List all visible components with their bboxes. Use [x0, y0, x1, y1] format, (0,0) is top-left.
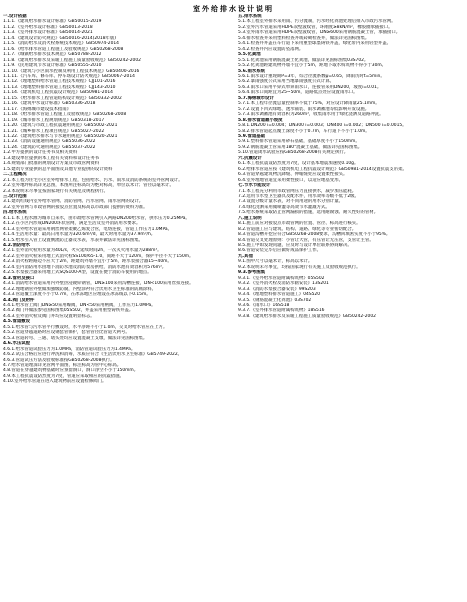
- text-line: 1.1.7.《城镇给水排水技术规范》GB50788-2012: [3, 52, 102, 58]
- text-line: 5.6.1.雨水设计重现期P=3年，综合径流系数ψ=0.65，降雨历时t=5min。: [238, 73, 385, 79]
- text-line: 1.1.16.《建筑中水设计标准》GB50336-2018: [3, 101, 96, 107]
- text-line: 6.4.室外埋地管道宜采用柔性接口，以适应地基变形。: [238, 177, 343, 183]
- text-line: 1.1.17.《海绵城市建设技术指南》: [3, 106, 72, 112]
- section-heading: 4.5.管道敷设: [3, 319, 31, 325]
- text-line: 9.3.3.《消防水泵接合器安装》99S203: [238, 286, 316, 292]
- text-line: 1.1.2.《室外给水设计标准》GB50013-2018: [3, 24, 93, 30]
- text-line: 5.1.本工程室外排水采用雨、污分流制，污水经化粪池处理后排入市政污水管网。: [238, 19, 396, 25]
- text-line: 9.3.2.《室外消火栓及消防水鹤安装》13S201: [238, 281, 329, 287]
- text-line: 4.1.2.在小区内形成DN200环状管网，满足生活及室外消防用水要求。: [3, 221, 141, 227]
- section-heading: 5.6.雨水系统: [238, 68, 266, 74]
- text-line: 5.9.2.钢筋混凝土管采用180°混凝土基础，做法详见国标图集。: [238, 144, 363, 150]
- text-line: 4.2.3.消火栓距路边不应大于2m，距建筑外墙不宜小于5m，距水泵接合器15~40m。: [3, 259, 172, 265]
- text-line: 4.5.3.管道转弯、三通、堵头处均应设置混凝土支墩，做法详见国标图集。: [3, 335, 148, 341]
- text-line: 1.4.规划部门批准的规划设计方案及市政管网资料: [3, 161, 100, 167]
- section-heading: 4.6.水压试验: [3, 341, 31, 347]
- text-line: 9.3.1.《室外给水管道附属构筑物》05S502: [238, 275, 325, 281]
- text-line: 5.2.室外污水管道采用HDPE双壁波纹管，环刚度≥8kN/m²，橡胶圈承插接口。: [238, 24, 393, 30]
- text-line: 1.1.22.《建筑给水排水与节水通用规范》GB55020-2021: [3, 133, 118, 139]
- section-heading: 5.9.管道基础: [238, 133, 266, 139]
- text-line: 5.7.2.设置下凹式绿地、透水铺装、雨水调蓄池等低影响开发设施。: [238, 106, 370, 112]
- text-line: 4.1.3.室外给水管道采用钢丝网骨架聚乙烯复合管，电熔连接，管道工作压力1.0MPa。: [3, 226, 172, 232]
- text-line: 5.7.3.雨水调蓄池有效容积为260m³，收集雨水用于绿化浇洒及道路冲洗。: [238, 112, 384, 118]
- section-heading: 六.抗震设计: [238, 155, 262, 161]
- text-line: 8.4.管道交叉处理原则：小管让大管，有压管让无压管，支管让主管。: [238, 237, 374, 243]
- text-line: 7.4.绿化浇洒采用微喷灌等高效节水灌溉方式。: [238, 204, 330, 210]
- text-line: 1.1.11.《汽车库、修车库、停车场设计防火规范》GB50067-2014: [3, 73, 135, 79]
- text-line: 5.3.室外雨水管道采用HDPE双壁波纹管，DN≥600采用钢筋混凝土管，承插接口。: [238, 30, 401, 36]
- text-line: 1.1.23.《消防设施通用规范》GB55036-2022: [3, 139, 96, 145]
- text-line: 5.4.排水检查井采用塑料检查井或砖砌检查井，做法详见国标图集。: [238, 35, 370, 41]
- text-line: 4.6.3.管道试压方法及验收标准按GB50268-2008执行。: [3, 357, 115, 363]
- section-heading: 4.4.阀门及附件: [3, 297, 35, 303]
- section-heading: 4.3.管材及接口: [3, 275, 35, 281]
- text-line: 2.1.本工程为住宅小区室外给排水工程，包括给水、污水、雨水及消防系统的室外管网设计。: [3, 177, 183, 183]
- text-line: 1.5.建筑专业提供的总平面图及其他专业提供的设计资料: [3, 166, 113, 172]
- text-line: 8.3.管道沟槽开挖应符合GB50268-2008要求，沟槽回填密实度不小于95%。: [238, 232, 391, 238]
- text-line: 5.6.4.雨水口间距宜为25~50m，道路低点处应设置雨水口。: [238, 90, 358, 96]
- text-line: 4.6.2.试压合格后应进行冲洗和消毒，水质应符合《生活饮用水卫生标准》GB5749-2022。: [3, 352, 183, 358]
- text-line: 9.3.6.《雨水口》16S518: [238, 303, 290, 309]
- text-line: 8.5.施工中如发现问题，应及时与设计单位联系协商解决。: [238, 243, 352, 249]
- text-line: 7.3.设置分级计量水表，对不同用途的用水分别计量。: [238, 199, 343, 205]
- text-line: 5.5.2.化粪池距建筑物外墙不宜小于5m，距地下取水构筑物不得小于30m。: [238, 63, 387, 69]
- text-line: 1.1.4.《建筑设计防火规范》GB50016-2014(2018年版): [3, 35, 116, 41]
- text-line: 5.8.1.DN200 i=0.004；DN300 i=0.003；DN400 i=0.002；DN500 i=0.0015。: [238, 123, 407, 129]
- text-line: 7.1.本工程充分利用市政管网压力直接供水，减少加压能耗。: [238, 188, 357, 194]
- text-line: 2.2.室外地坪标高详见总图，本图所注标高均为绝对标高，单位以米计；管径以毫米计。: [3, 183, 174, 189]
- section-heading: 二.工程概况: [3, 172, 27, 178]
- text-line: 1.1.6.《给水排水管道工程施工及验收规范》GB50268-2008: [3, 46, 124, 52]
- text-line: 1.1.1.《建筑给水排水设计标准》GB50015-2019: [3, 19, 102, 25]
- text-line: 4.8.管道在穿越建筑物基础时应预留洞口，洞口净空不小于150mm。: [3, 368, 139, 374]
- text-line: 8.2.管道施工应与建筑、结构、道路、绿化等专业密切配合。: [238, 226, 357, 232]
- text-line: 1.1.20.《建筑与市政工程抗震通用规范》GB55002-2021: [3, 123, 118, 129]
- left-column: [3, 14, 228, 600]
- text-line: 1.1.15.《给水排水工程管道结构设计规范》GB50332-2002: [3, 95, 122, 101]
- section-heading: 5.8.排水管道最小坡度: [238, 117, 283, 123]
- text-line: 6.3.管道穿越建筑物沉降缝、伸缩缝处应设置柔性接头。: [238, 172, 348, 178]
- text-line: 1.2.甲方提供的设计任务书及相关资料: [3, 150, 78, 156]
- text-line: 6.2.给排水管道应按《建筑机电工程抗震设计规范》GB50981-2014设置抗震支吊架。: [238, 166, 407, 172]
- text-line: 1.1.10.《建筑与小区雨水控制及利用工程技术规范》GB50400-2016: [3, 68, 140, 74]
- section-heading: 一.设计依据: [3, 14, 27, 19]
- text-line: 6.1.本工程抗震设防烈度为7度，设计基本地震加速度0.10g。: [238, 161, 359, 167]
- text-line: 4.10.室外给水管道在进入建筑物前应设置检修阀门。: [3, 379, 107, 385]
- text-line: 5.10.管道闭水试验应按GB50268-2008有关规定执行。: [238, 150, 349, 156]
- text-line: 3.2.室外管网与市政管网的接驳点位置及标高以市政部门提供的资料为准。: [3, 204, 148, 210]
- text-line: 4.1.4.生活用水量：最高日用水量为320.6m³/d，最大时用水量为37.9m³/h。: [3, 232, 156, 238]
- text-line: 1.1.8.《建筑给水排水及采暖工程施工质量验收规范》GB50242-2002: [3, 57, 141, 63]
- text-line: 1.1.13.《埋地塑料排水管道工程技术规程》CJJ143-2010: [3, 84, 116, 90]
- text-line: 4.6.1.给水管道试验压力为1.0MPa，消防管道试验压力为1.4MPa。: [3, 346, 136, 352]
- right-column: [238, 14, 463, 600]
- text-line: 4.2.1.室外消火栓用水量为40L/s，火灾延续时间2h，一次灭火用水量为288m³。: [3, 248, 162, 254]
- section-heading: 5.7.海绵城市设计: [238, 95, 274, 101]
- section-heading: 八.施工说明: [238, 215, 262, 221]
- text-line: 1.1.18.《给水排水管道工程施工及验收规范》GB50268-2008: [3, 112, 127, 118]
- text-line: 9.3.7.《室外排水管道附属构筑物》18S516: [238, 308, 325, 314]
- text-line: 1.1.9.《民用建筑节水设计标准》GB50555-2010: [3, 63, 102, 69]
- page-title: 室外给排水设计说明: [193, 5, 274, 13]
- text-line: 3.1.建筑红线内室外给水管网、消防管网、污水管网、雨水管网的设计。: [3, 199, 144, 205]
- section-heading: 七.节水节能设计: [238, 183, 271, 189]
- text-line: 4.1.5.给水引入管上设置倒流防止器及水表，水表井做法详见国标图集。: [3, 237, 143, 243]
- section-heading: 九.其他: [238, 253, 253, 259]
- text-line: 4.4.3.室外消火栓及阀门井均应设置明显标志。: [3, 313, 95, 319]
- text-line: 4.3.1.消防给水管道采用内外壁热浸镀锌钢管，DN≥100采用沟槽连接，DN<100采用丝扣连接。: [3, 281, 194, 287]
- text-line: 5.4.1.检查井井盖在车行道下采用重型球墨铸铁井盖，绿化带内采用轻型井盖。: [238, 41, 392, 47]
- text-line: 4.4.2.阀门井做法参见国标图集05S502，井盖采用重型铸铁井盖。: [3, 308, 134, 314]
- section-heading: 9.3.参考图集: [238, 270, 266, 276]
- text-line: 1.1.3.《室外排水设计标准》GB50014-2021: [3, 30, 93, 36]
- text-line: 8.6.管道安装完毕后应做好成品保护工作。: [238, 248, 322, 254]
- text-line: 2.3.本说明未尽事宜按国家现行有关规范及规程执行。: [3, 188, 108, 194]
- text-line: 9.3.8.《建筑给水排水及采暖工程施工质量验收规范》GB50242-2002: [238, 313, 376, 319]
- text-line: 4.9.本工程抗震设防烈度为7度，管道应采取相应的抗震措施。: [3, 373, 124, 379]
- text-line: 4.7.给水管道埋深详见管网平面图，标注标高为管中心标高。: [3, 363, 122, 368]
- section-heading: 4.2.消防给水: [3, 243, 31, 249]
- text-line: 4.3.2.埋地钢管外壁做加强级防腐，内壁涂衬符合饮用水卫生标准的防腐涂料。: [3, 286, 157, 292]
- text-line: 9.3.5.《钢筋混凝土化粪池》03S702: [238, 297, 312, 303]
- text-line: 4.5.1.给水管与污水管平行敷设时，水平净距不小于1.0m，交叉时给水管应在上方。: [3, 324, 168, 330]
- text-line: 8.1.施工前应对接驳点市政管网的位置、管径、标高进行核实。: [238, 221, 361, 227]
- text-line: 5.5.1.化粪池采用钢筋混凝土化粪池，做法详见国标图集03S702。: [238, 57, 369, 63]
- text-line: 4.3.3.管道覆土深度不小于0.7m，在冰冻地区应埋设在冰冻线以下0.15m。: [3, 292, 151, 298]
- section-heading: 三.设计范围: [3, 193, 27, 199]
- section-heading: 四.给水系统: [3, 210, 27, 216]
- section-heading: 五.排水系统: [238, 14, 262, 19]
- text-line: 4.2.2.室外消火栓采用地上式消火栓SS100/65-1.0，间距不大于120m，保护半径不大于150m。: [3, 253, 194, 259]
- text-line: 9.3.4.《埋地塑料排水管道施工》04S520: [238, 292, 321, 298]
- text-line: 1.1.19.《城市排水工程规划规范》GB50318-2017: [3, 117, 105, 123]
- text-line: 5.9.1.塑料排水管道采用砂石基础，基础厚度不小于150mm。: [238, 139, 360, 145]
- text-line: 1.3.建设单位提供的本工程有关资料和设计任务书: [3, 155, 100, 161]
- text-line: 9.2.本说明未尽事宜，均按国家现行有关施工及验收规范执行。: [238, 264, 361, 270]
- text-line: 4.2.5.水泵接合器采用地上式SQS100-A型，设置在便于消防车使用的地点。: [3, 270, 152, 276]
- text-line: 5.6.3.雨水口采用平箅式单箅雨水口，连接管采用DN200，坡度i=0.01。: [238, 84, 382, 90]
- section-heading: 5.5.化粪池: [238, 52, 261, 58]
- text-line: 4.1.1.本工程水源为城市自来水，由市政给水管网引入两路DN200给水管，供水压力0.25MPa。: [3, 215, 190, 221]
- text-line: 4.5.2.管道穿越道路时应设钢套管保护，套管管径比管道大两号。: [3, 330, 130, 336]
- text-line: 1.1.21.《城乡排水工程项目规范》GB55027-2022: [3, 128, 105, 134]
- text-line: 1.1.12.《埋地塑料给水管道工程技术规程》CJJ101-2016: [3, 79, 116, 85]
- text-line: 5.4.2.检查井内应设置防坠落网。: [238, 46, 304, 52]
- text-line: 9.1.图中尺寸以毫米计，标高以米计。: [238, 259, 313, 265]
- text-line: 4.2.4.室内消防用水由地下消防水池及消防泵房供给，消防水池有效容积为576m³。: [3, 264, 167, 270]
- text-line: 1.1.24.《建筑防火通用规范》GB55037-2022: [3, 144, 96, 150]
- text-line: 7.5.给水系统采取防止管网漏损的措施，选用耐腐蚀、耐久性好的管材。: [238, 210, 379, 216]
- text-line: 4.4.1.给水管上阀门DN≥50采用蝶阀，DN<50采用闸阀，工作压力1.0MPa。: [3, 303, 156, 309]
- text-line: 1.1.14.《建筑机电工程抗震设计规范》GB50981-2014: [3, 90, 113, 96]
- text-line: 1.1.5.《消防给水及消火栓系统技术规范》GB50974-2014: [3, 41, 119, 47]
- text-line: 7.2.选用节水型卫生器具及配水件，用水效率等级不低于2级。: [238, 193, 359, 199]
- text-line: 5.7.1.本工程年径流总量控制率不低于75%，对应设计降雨量25.1mm。: [238, 101, 380, 107]
- text-line: 5.8.2.排水管道起点覆土深度不小于0.7m，车行道下不小于1.0m。: [238, 128, 370, 134]
- text-line: 5.6.2.暴雨强度公式采用当地暴雨强度公式计算。: [238, 79, 334, 85]
